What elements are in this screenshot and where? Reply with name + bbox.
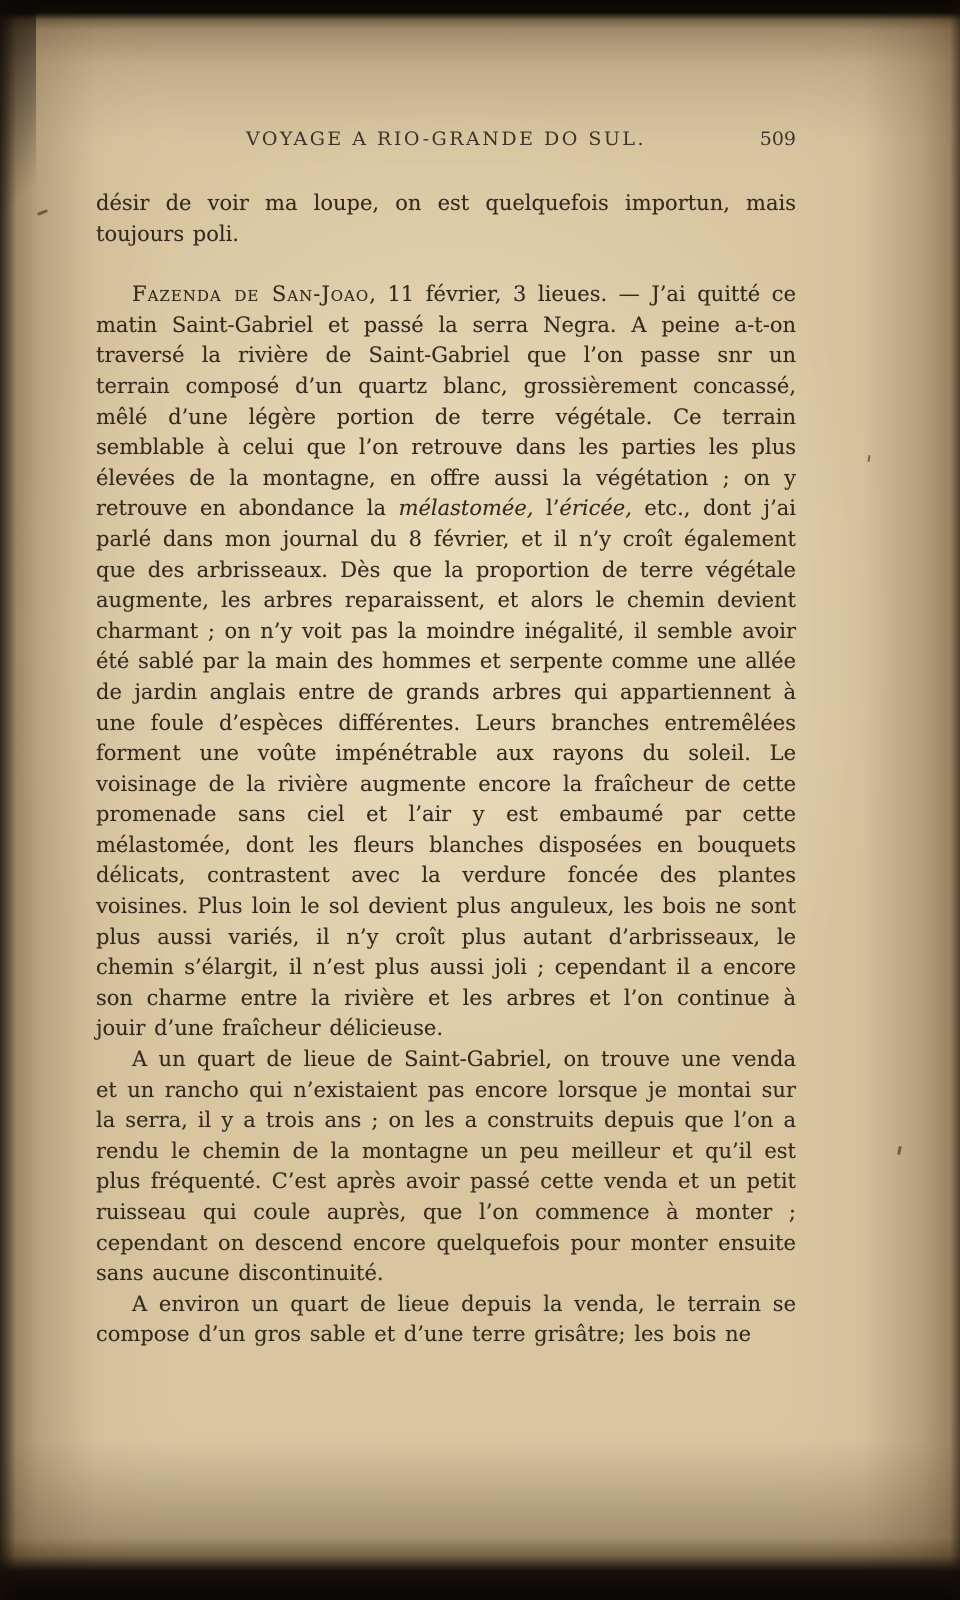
text-segment: l’ xyxy=(533,496,560,521)
page-number: 509 xyxy=(759,128,796,150)
scan-edge-left xyxy=(0,0,16,1600)
ink-speck xyxy=(37,209,48,216)
scan-edge-top xyxy=(0,0,960,30)
ink-speck xyxy=(868,455,871,462)
paragraph-continuation xyxy=(96,188,796,249)
scan-corner-shadow xyxy=(0,0,36,280)
scan-edge-bottom xyxy=(0,1538,960,1600)
running-header xyxy=(96,128,796,158)
text-segment: A environ un quart de lieue depuis la venda, le terrain se compose d’un gros sable et d’une terre grisâtre; les bois ne xyxy=(96,1291,796,1347)
ink-speck xyxy=(897,1146,902,1155)
page-content xyxy=(96,128,796,1350)
text-segment: etc., dont j’ai parlé dans mon journal du 8 février, et il n’y croît également que des arbrisseaux. Dès que la proportion de terre végétale augmente, les arbres reparaissent, et alors le chemin devient charmant ; on n’y voit pas la moindre inégalité, il semble avoir été sablé par la main des hommes et serpente comme une allée de jardin anglais entre de grands arbres qui appartiennent à une foule d’espèces différentes. Leurs branches entremêlées forment une voûte impénétrable aux rayons du soleil. Le voisinage de la rivière augmente encore la fraîcheur de cette promenade sans ciel et l’air y est embaumé par cette mélastomée, dont les fleurs blanches disposées en bouquets délicats, contrastent avec la verdure foncée des plantes voisines. Plus loin le sol devient plus anguleux, les bois ne sont plus aussi variés, il n’y croît plus autant d’arbrisseaux, le chemin s’élargit, il n’est plus aussi joli ; cependant il a encore son charme entre la rivière et les arbres et l’on continue à jouir d’une fraîcheur délicieuse. xyxy=(96,496,796,1041)
page-body xyxy=(96,188,796,1350)
text-segment: désir de voir ma loupe, on est quelquefois importun, mais toujours poli. xyxy=(96,191,796,246)
paragraph-fazenda-san-joao xyxy=(96,279,796,1044)
text-segment: A un quart de lieue de Saint-Gabriel, on trouve une venda et un rancho qui n’existaient pas encore lorsque je montai sur la serra, il y a trois ans ; on les a construits depuis que l’on a rendu le chemin de la montagne un peu meilleur et qu’il est plus fréquenté. C’est après avoir passé cette venda et un petit ruisseau qui coule auprès, que l’on commence à monter ; cependant on descend encore quelquefois pour monter ensuite sans aucune discontinuité. xyxy=(96,1047,796,1286)
text-segment: mélastomée, xyxy=(398,496,534,521)
scan-edge-right xyxy=(950,0,960,1600)
text-segment: éricée, xyxy=(559,496,632,521)
running-title: VOYAGE A RIO-GRANDE DO SUL. xyxy=(245,128,647,150)
text-segment: Fazenda de San-Joao xyxy=(132,282,370,307)
paragraph-venda-rancho xyxy=(96,1044,796,1289)
paragraph-terrain-final xyxy=(96,1289,796,1350)
text-segment: , 11 février, 3 lieues. — J’ai quitté ce matin Saint-Gabriel et passé la serra Negra. A peine a-t-on traversé la rivière de Saint-Gabriel que l’on passe snr un terrain composé d’un quartz blanc, grossièrement concassé, mêlé d’une légère portion de terre végétale. Ce terrain semblable à celui que l’on retrouve dans les parties les plus élevées de la montagne, en offre aussi la végétation ; on y retrouve en abondance la xyxy=(96,282,796,521)
